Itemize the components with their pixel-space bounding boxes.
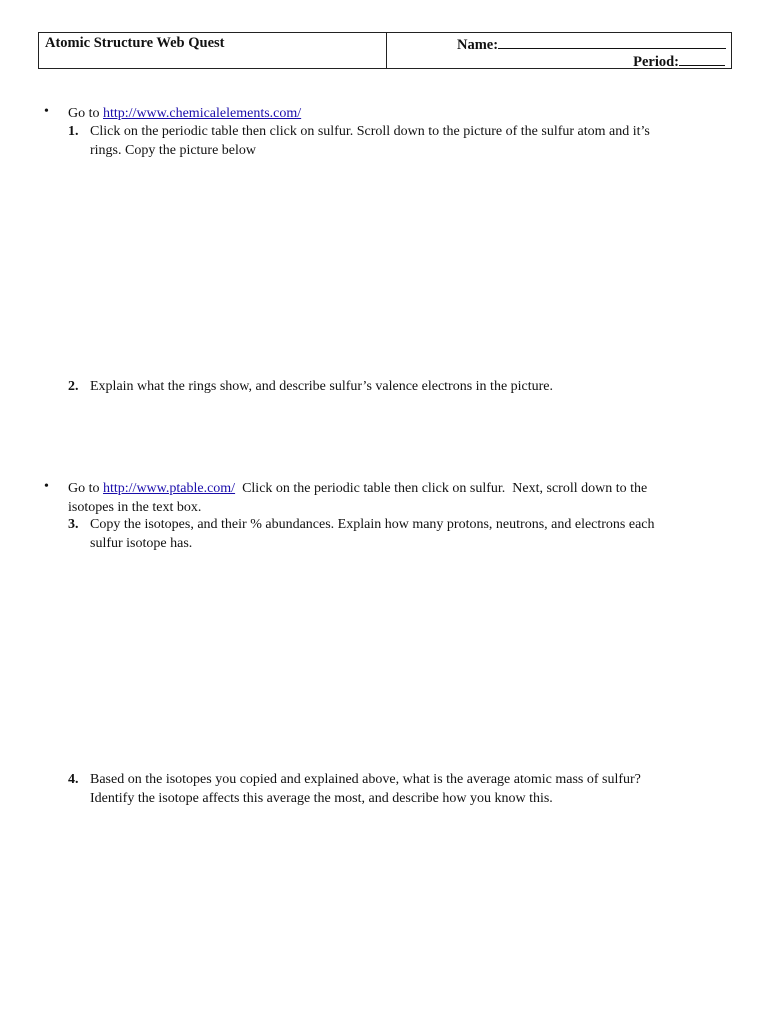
q3-line2: sulfur isotope has. (90, 536, 193, 551)
q1-number: 1. (68, 124, 79, 139)
section2-intro (68, 479, 647, 517)
q4-line2: Identify the isotope affects this average the most, and describe how you know this. (90, 791, 553, 806)
q1-text (90, 122, 650, 160)
goto-text: Go to (68, 106, 100, 121)
student-info (387, 33, 731, 68)
q4-line1: Based on the isotopes you copied and explained above, what is the average atomic mass of sulfur? (90, 772, 641, 787)
q4-number: 4. (68, 772, 79, 787)
period-label: Period: (633, 54, 679, 70)
q3-text (90, 515, 655, 553)
ptable-link[interactable]: http://www.ptable.com/ (103, 481, 236, 496)
worksheet-title: Atomic Structure Web Quest (39, 33, 387, 68)
period-blank[interactable] (679, 52, 725, 66)
q1-line1: Click on the periodic table then click on sulfur. Scroll down to the picture of the sulfur atom and it’s (90, 124, 650, 139)
period-field[interactable] (633, 52, 725, 71)
q4-text (90, 770, 641, 808)
q1-line2: rings. Copy the picture below (90, 143, 257, 158)
q2-number: 2. (68, 379, 79, 394)
name-blank[interactable] (498, 35, 726, 49)
intro-after-link: Click on the periodic table then click on sulfur. Next, scroll down to the (235, 481, 648, 496)
goto-text: Go to (68, 481, 100, 496)
intro-line2: isotopes in the text box. (68, 500, 202, 515)
name-label: Name: (457, 37, 499, 53)
q3-number: 3. (68, 517, 79, 532)
chemicalelements-link[interactable]: http://www.chemicalelements.com/ (103, 106, 302, 121)
header-table (38, 32, 732, 69)
q2-text: Explain what the rings show, and describe sulfur’s valence electrons in the picture. (90, 379, 554, 394)
bullet-icon: • (44, 479, 49, 494)
q3-line1: Copy the isotopes, and their % abundances. Explain how many protons, neutrons, and electrons each (90, 517, 655, 532)
bullet-icon: • (44, 104, 49, 119)
section1-goto (68, 104, 301, 123)
